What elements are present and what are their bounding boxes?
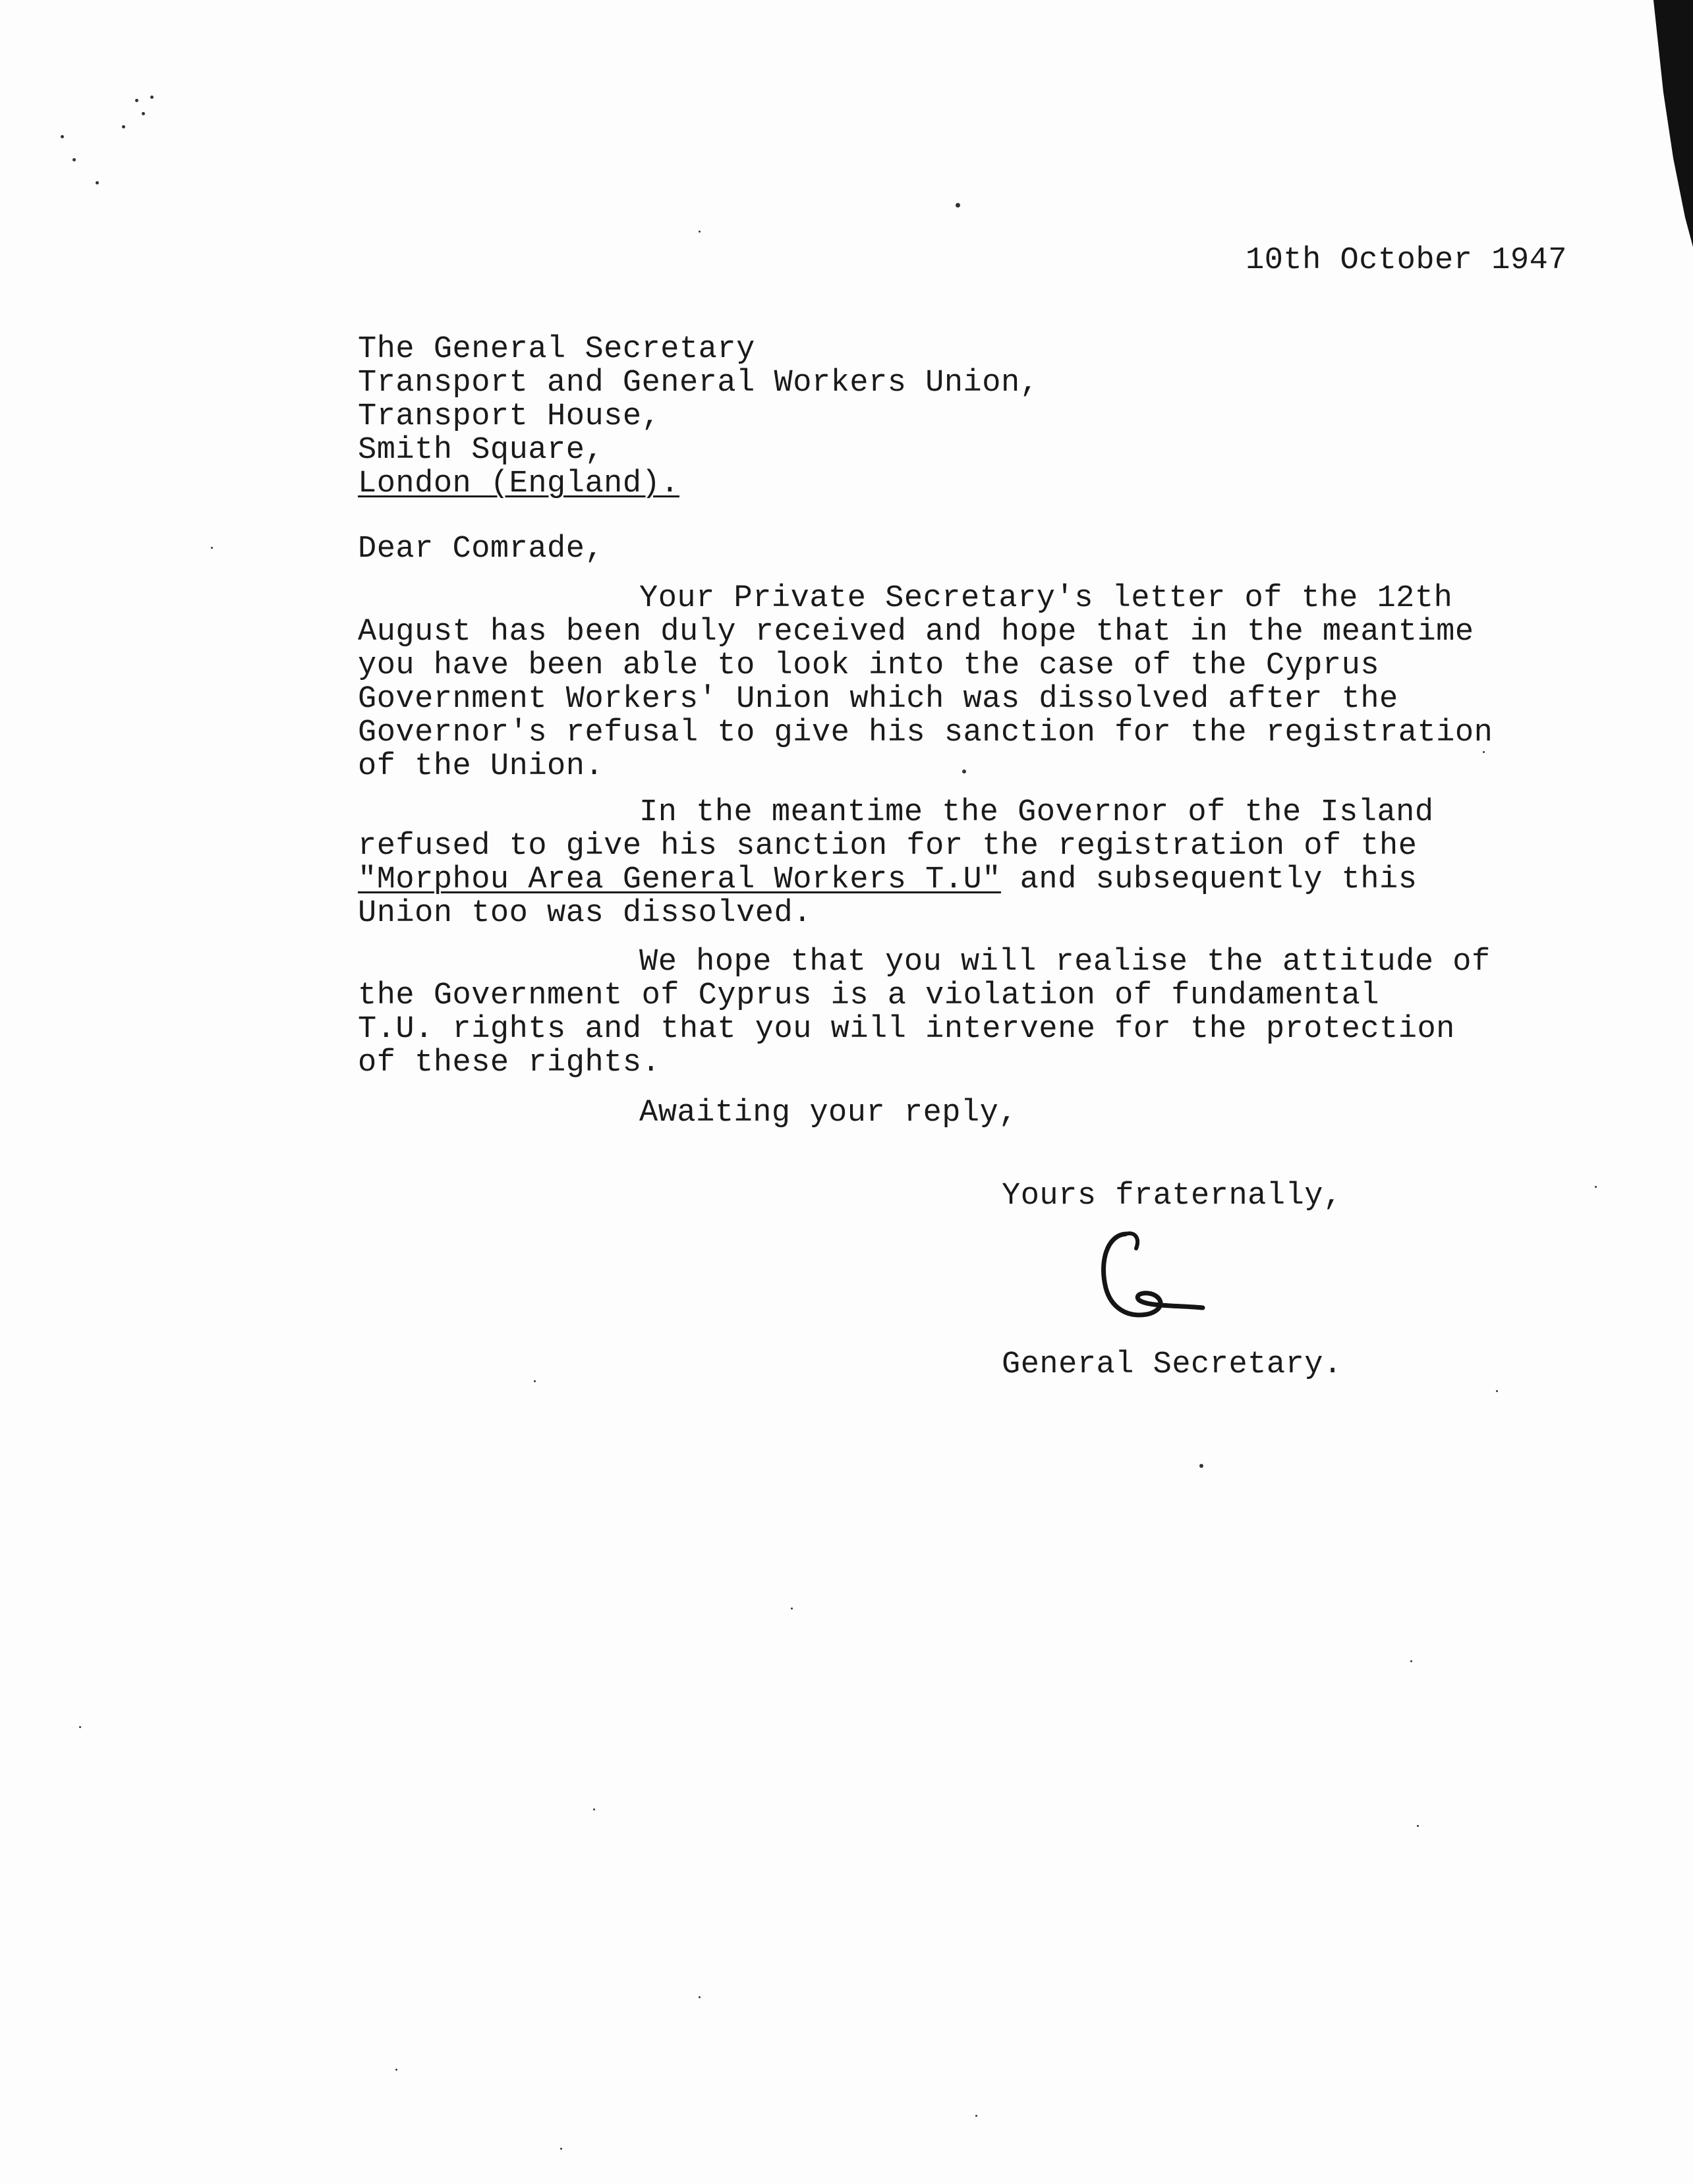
paragraph-line: Union too was dissolved. [358, 896, 812, 931]
paragraph-line: refused to give his sanction for the registration of the [358, 829, 1418, 864]
handwritten-signature [1087, 1222, 1206, 1328]
recipient-line: Transport House, [358, 399, 661, 434]
recipient-line: Smith Square, [358, 433, 604, 468]
paragraph-line: Government Workers' Union which was dissolved after the [358, 682, 1398, 717]
recipient-line: The General Secretary [358, 332, 755, 367]
paragraph-line: of these rights. [358, 1046, 661, 1080]
signatory-title: General Secretary. [1002, 1347, 1342, 1382]
paragraph-line: Your Private Secretary's letter of the 12th [639, 581, 1453, 616]
valediction: Yours fraternally, [1002, 1179, 1342, 1214]
paragraph-line: Governor's refusal to give his sanction for the registration [358, 715, 1493, 750]
recipient-line: Transport and General Workers Union, [358, 366, 1039, 401]
paragraph-line: you have been able to look into the case of the Cyprus [358, 648, 1380, 683]
paragraph-line [358, 863, 1417, 897]
paragraph-line-rest: and subsequently this [1000, 862, 1418, 897]
recipient-line: London (England). [358, 466, 679, 501]
paragraph-line: In the meantime the Governor of the Island [639, 795, 1434, 830]
paragraph-line: of the Union. [358, 749, 604, 784]
scan-edge-shadow [1634, 0, 1693, 250]
paragraph-line: We hope that you will realise the attitude of [639, 945, 1491, 980]
closing-request: Awaiting your reply, [639, 1096, 1018, 1131]
union-name: "Morphou Area General Workers T.U" [358, 862, 1001, 897]
letter-date: 10th October 1947 [1246, 243, 1567, 278]
paragraph-line: T.U. rights and that you will intervene for the protection [358, 1012, 1455, 1047]
salutation: Dear Comrade, [358, 532, 604, 567]
paragraph-line: August has been duly received and hope that in the meantime [358, 615, 1474, 650]
paragraph-line: the Government of Cyprus is a violation of fundamental [358, 978, 1380, 1013]
